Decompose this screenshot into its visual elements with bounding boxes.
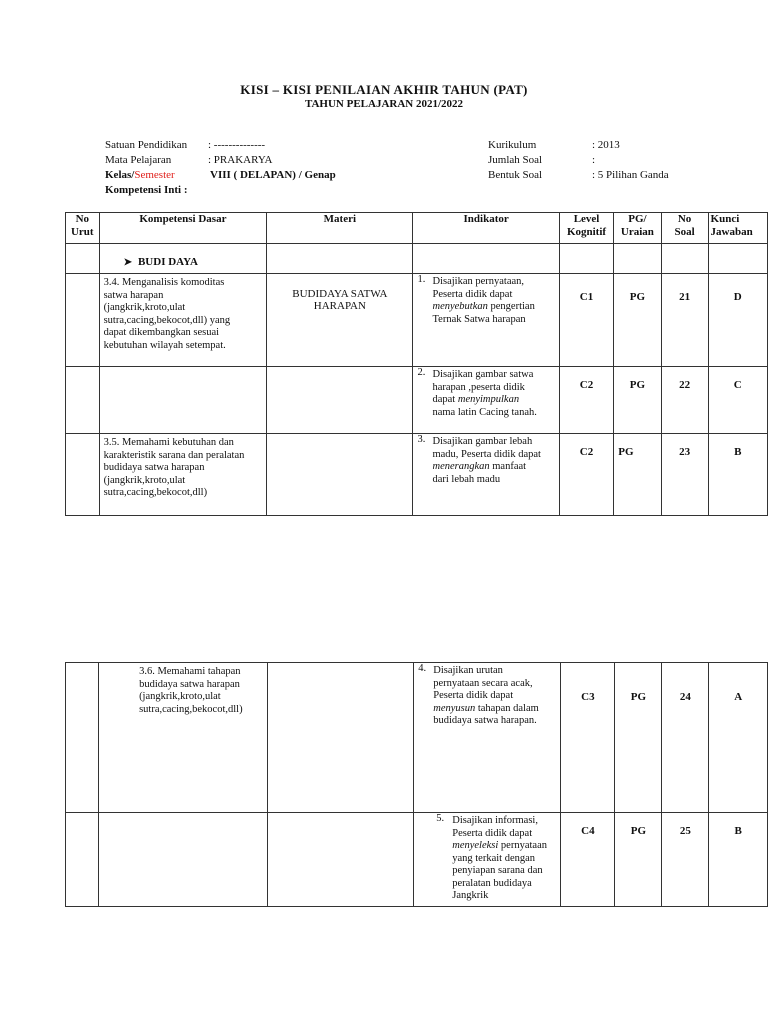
- row-indikator: [413, 434, 559, 516]
- header-no-soal: No Soal: [661, 213, 708, 244]
- row-level: C4: [561, 813, 615, 907]
- row-materi: BUDIDAYA SATWA HARAPAN: [267, 274, 413, 367]
- header-indikator: Indikator: [413, 213, 559, 244]
- table-header-row: [66, 213, 768, 244]
- indikator-number: 4.: [418, 663, 427, 674]
- row-pg: PG: [615, 813, 662, 907]
- kelas-value: VIII ( DELAPAN) / Genap: [210, 169, 336, 181]
- header-kunci-jawaban: Kunci Jawaban: [708, 213, 767, 244]
- row-kunci: B: [709, 813, 768, 907]
- indikator-number: 3.: [417, 434, 426, 445]
- row-kompetensi-dasar: 3.4. Menganalisis komoditas satwa harapan (jangkrik,kroto,ulat sutra,cacing,bekocot,dll) yang dapat dikembangkan sesuai kebutuhan wilayah setempat.: [99, 274, 267, 367]
- mapel-label: Mata Pelajaran: [105, 154, 172, 166]
- indikator-text-end: pengertian Ternak Satwa harapan: [432, 301, 535, 325]
- semester-label: Semester: [134, 169, 175, 181]
- row-materi: [268, 813, 414, 907]
- indikator-text: Disajikan pernyataan, Peserta didik dapat: [432, 276, 525, 300]
- header-no-urut: No Urut: [66, 213, 100, 244]
- row-level: C1: [559, 274, 613, 367]
- satuan-label: Satuan Pendidikan: [105, 139, 188, 151]
- row-no-soal: 22: [661, 367, 708, 434]
- header-level-kognitif: Level Kognitif: [559, 213, 613, 244]
- row-pg: PG: [614, 367, 661, 434]
- indikator-text-end: tahapan dalam budidaya satwa harapan.: [433, 702, 539, 726]
- document-subtitle: TAHUN PELAJARAN 2021/2022: [304, 98, 464, 110]
- row-level: C2: [559, 434, 613, 516]
- header-materi: Materi: [267, 213, 413, 244]
- kisi-kisi-table-continued: [65, 662, 768, 907]
- indikator-number: 2.: [417, 367, 426, 378]
- header-pg-uraian: PG/ Uraian: [614, 213, 661, 244]
- row-no-soal: 23: [661, 434, 708, 516]
- row-kunci: C: [708, 367, 767, 434]
- bentuk-soal-value: : 5 Pilihan Ganda: [592, 169, 669, 181]
- document-title: KISI – KISI PENILAIAN AKHIR TAHUN (PAT): [240, 82, 528, 97]
- row-pg: PG: [615, 663, 662, 813]
- indikator-number: 5.: [436, 813, 445, 824]
- table-row: [66, 434, 768, 516]
- kurikulum-value: : 2013: [592, 139, 620, 151]
- row-level: C3: [561, 663, 615, 813]
- indikator-text: Disajikan gambar lebah madu, Peserta didik dapat: [432, 436, 541, 460]
- row-materi: [268, 663, 414, 813]
- row-no: [66, 274, 100, 367]
- row-kunci: A: [709, 663, 768, 813]
- jumlah-soal-value: :: [592, 154, 596, 166]
- row-kompetensi-dasar: [99, 367, 267, 434]
- kelas-separator: /: [131, 169, 135, 181]
- indikator-text-end: manfaat dari lebah madu: [432, 461, 527, 485]
- row-kunci: D: [708, 274, 767, 367]
- row-pg: PG: [614, 434, 661, 516]
- table-row: [66, 274, 768, 367]
- row-materi: [267, 434, 413, 516]
- indikator-text: Disajikan gambar satwa harapan ,peserta didik dapat: [432, 369, 534, 405]
- row-kunci: B: [708, 434, 767, 516]
- section-empty-cell: [66, 244, 100, 274]
- indikator-text: Disajikan urutan pernyataan secara acak, Peserta didik dapat: [433, 665, 533, 701]
- kelas-semester-label: [105, 169, 175, 181]
- kompetensi-inti-label: Kompetensi Inti :: [105, 184, 188, 196]
- indikator-verb: menerangkan: [432, 461, 490, 472]
- row-no-soal: 24: [662, 663, 709, 813]
- indikator-text: Disajikan informasi, Peserta didik dapat: [452, 815, 538, 839]
- indikator-verb: menyeleksi: [452, 840, 499, 851]
- row-kompetensi-dasar: [99, 813, 268, 907]
- jumlah-soal-label: Jumlah Soal: [488, 154, 543, 166]
- arrow-bullet-icon: ➤: [123, 257, 132, 268]
- indikator-text-end: pernyataan yang terkait dengan penyiapan sarana dan peralatan budidaya Jangkrik: [452, 840, 547, 901]
- table-row: [66, 813, 768, 907]
- mapel-value: : PRAKARYA: [208, 154, 273, 166]
- row-indikator: [414, 663, 561, 813]
- row-no: [66, 663, 99, 813]
- row-no: [66, 434, 100, 516]
- indikator-number: 1.: [417, 274, 426, 285]
- row-indikator: [414, 813, 561, 907]
- satuan-value: : --------------: [208, 139, 266, 151]
- kelas-label: Kelas: [105, 169, 132, 181]
- indikator-verb: menyimpulkan: [457, 394, 520, 405]
- indikator-text-end: nama latin Cacing tanah.: [432, 406, 537, 418]
- section-row: [66, 244, 768, 274]
- header-kompetensi-dasar: Kompetensi Dasar: [99, 213, 267, 244]
- table-row: [66, 663, 768, 813]
- table-row: [66, 367, 768, 434]
- row-indikator: [413, 367, 559, 434]
- section-cell: [99, 244, 267, 274]
- row-kompetensi-dasar: 3.5. Memahami kebutuhan dan karakteristik sarana dan peralatan budidaya satwa harapan (jangkrik,kroto,ulat sutra,cacing,bekocot,dll): [99, 434, 267, 516]
- section-label: BUDI DAYA: [137, 256, 198, 268]
- row-no: [66, 367, 100, 434]
- row-kompetensi-dasar: 3.6. Memahami tahapan budidaya satwa harapan (jangkrik,kroto,ulat sutra,cacing,bekocot,dll): [99, 663, 268, 813]
- indikator-verb: menyebutkan: [432, 301, 488, 312]
- kurikulum-label: Kurikulum: [488, 139, 537, 151]
- bentuk-soal-label: Bentuk Soal: [488, 169, 543, 181]
- row-no-soal: 25: [662, 813, 709, 907]
- kisi-kisi-table: [65, 212, 768, 516]
- row-no-soal: 21: [661, 274, 708, 367]
- row-materi: [267, 367, 413, 434]
- row-no: [66, 813, 99, 907]
- row-level: C2: [559, 367, 613, 434]
- row-pg: PG: [614, 274, 661, 367]
- row-indikator: [413, 274, 559, 367]
- indikator-verb: menyusun: [433, 702, 476, 714]
